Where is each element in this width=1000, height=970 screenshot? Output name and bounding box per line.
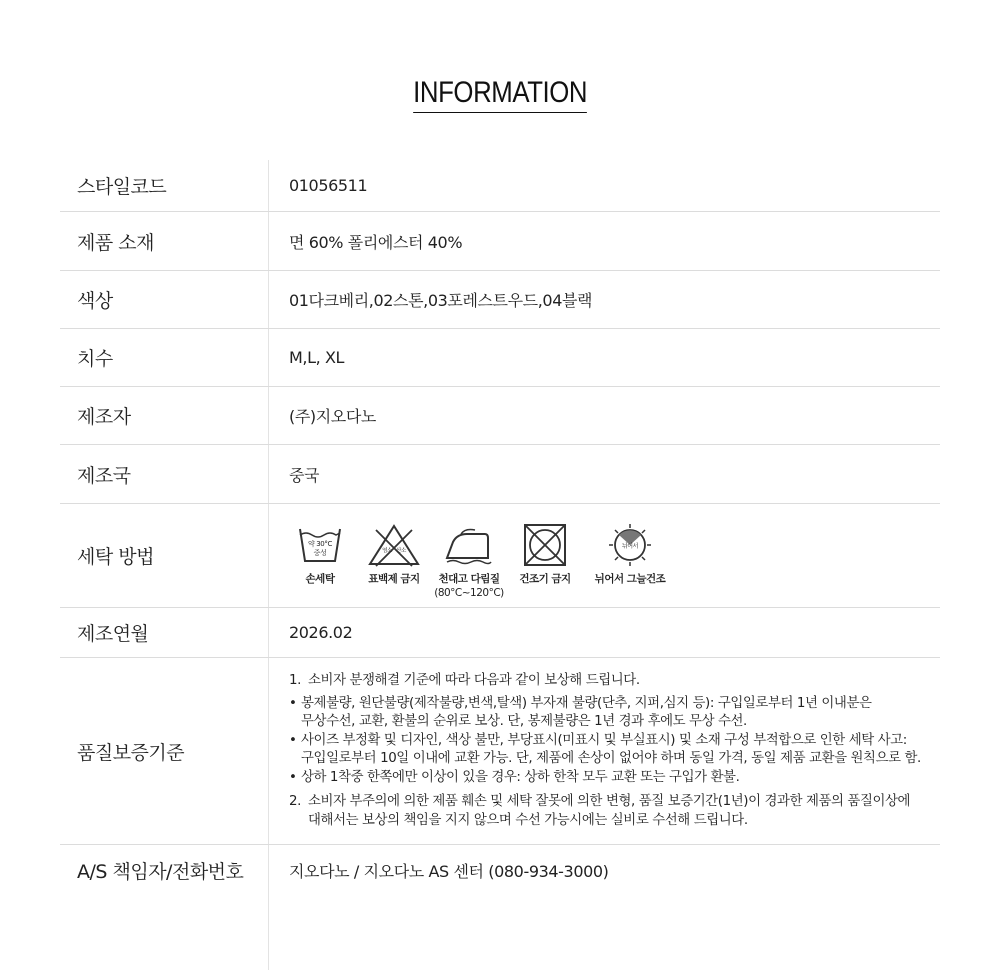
care-label: 뉘어서 그늘건조 bbox=[594, 573, 666, 585]
quality-text-line: 대해서는 보상의 책임을 지지 않으며 수선 가능시에는 실비로 수선해 드립니다. bbox=[308, 812, 748, 828]
row-value: 01056511 bbox=[289, 176, 368, 195]
table-row-manufacturer bbox=[60, 387, 940, 445]
care-sub-label: (80°C~120°C) bbox=[434, 587, 504, 599]
quality-item-1 bbox=[289, 672, 640, 691]
row-value: M,L, XL bbox=[289, 348, 345, 367]
table-row-quality bbox=[60, 658, 940, 845]
quality-text-line: 소비자 분쟁해결 기준에 따라 다음과 같이 보상해 드립니다. bbox=[308, 673, 640, 688]
quality-bullet bbox=[289, 695, 872, 714]
table-row-washing bbox=[60, 504, 940, 608]
care-item-hand-wash bbox=[280, 520, 360, 586]
care-label: 표백제 금지 bbox=[368, 573, 420, 585]
quality-bullet bbox=[289, 732, 907, 751]
svg-text:산소: 산소 bbox=[396, 548, 406, 554]
quality-text bbox=[268, 658, 940, 844]
row-label: 스타일코드 bbox=[77, 176, 167, 198]
row-label: 치수 bbox=[77, 348, 113, 370]
quality-item-2 bbox=[289, 793, 910, 812]
row-label: 제품 소재 bbox=[77, 231, 154, 254]
row-label: A/S 책임자/전화번호 bbox=[77, 860, 244, 883]
table-row-material bbox=[60, 212, 940, 271]
quality-text-line: 상하 1착중 한쪽에만 이상이 있을 경우: 상하 한착 모두 교환 또는 구입가 환불. bbox=[301, 769, 740, 785]
care-label: 건조기 금지 bbox=[519, 573, 571, 585]
title-wrap bbox=[0, 76, 1000, 113]
table-row-style-code bbox=[60, 160, 940, 212]
row-value: 01다크베리,02스톤,03포레스트우드,04블랙 bbox=[289, 291, 593, 310]
list-number: 1. bbox=[289, 673, 301, 688]
table-row-manufacture-date bbox=[60, 608, 940, 658]
care-label: 천대고 다림질 bbox=[438, 573, 500, 585]
table-row-size bbox=[60, 329, 940, 387]
row-value: 중국 bbox=[289, 465, 320, 485]
svg-text:염소: 염소 bbox=[382, 548, 392, 554]
flat-dry-shade-icon bbox=[600, 520, 660, 570]
quality-text-line: 사이즈 부정확 및 디자인, 색상 불만, 부당표시(미표시 및 부실표시) 및 소재 구성 부적합으로 인한 세탁 사고: bbox=[301, 732, 907, 748]
bullet-dot: • bbox=[289, 769, 297, 785]
page-title: INFORMATION bbox=[413, 76, 587, 113]
table-row-color bbox=[60, 271, 940, 329]
quality-text-line: 소비자 부주의에 의한 제품 훼손 및 세탁 잘못에 의한 변형, 품질 보증기간(1년)이 경과한 제품의 품질이상에 bbox=[308, 794, 911, 809]
table-row-country bbox=[60, 445, 940, 504]
care-label: 손세탁 bbox=[305, 573, 335, 585]
care-icon-list bbox=[280, 520, 682, 600]
row-value: 면 60% 폴리에스터 40% bbox=[289, 232, 463, 252]
washing-icons bbox=[268, 504, 940, 607]
iron-cloth-icon bbox=[439, 520, 499, 570]
svg-text:중성: 중성 bbox=[313, 549, 327, 557]
row-label: 제조연월 bbox=[77, 623, 149, 645]
row-value: (주)지오다노 bbox=[289, 407, 376, 426]
bullet-dot: • bbox=[289, 732, 297, 748]
quality-bullet bbox=[289, 769, 739, 788]
quality-text-line: 무상수선, 교환, 환불의 순위로 보상. 단, 봉제불량은 1년 경과 후에도 무상 수선. bbox=[301, 714, 747, 729]
bullet-dot: • bbox=[289, 695, 297, 711]
care-item-flat-dry bbox=[580, 520, 680, 586]
care-item-no-dryer bbox=[512, 520, 578, 586]
product-info-table bbox=[60, 160, 940, 895]
hand-wash-icon bbox=[290, 520, 350, 570]
quality-text-line: 봉제불량, 원단불량(제작불량,변색,탈색) 부자재 불량(단추, 지퍼,심지 등): 구입일로부터 1년 이내분은 bbox=[301, 695, 872, 711]
table-row-as-contact bbox=[60, 845, 940, 895]
no-bleach-icon bbox=[364, 520, 424, 570]
row-label: 품질보증기준 bbox=[77, 741, 185, 764]
row-value: 2026.02 bbox=[289, 623, 353, 642]
care-item-no-bleach bbox=[362, 520, 426, 586]
row-label: 제조국 bbox=[77, 464, 131, 487]
svg-text:약 30°C: 약 30°C bbox=[308, 540, 332, 548]
care-item-iron bbox=[428, 520, 510, 600]
list-number: 2. bbox=[289, 794, 301, 809]
row-value: 지오다노 / 지오다노 AS 센터 (080-934-3000) bbox=[289, 861, 609, 881]
row-label: 세탁 방법 bbox=[77, 546, 154, 568]
row-label: 제조자 bbox=[77, 406, 131, 428]
no-tumble-dry-icon bbox=[515, 520, 575, 570]
quality-text-line: 구입일로부터 10일 이내에 교환 가능. 단, 제품에 손상이 없어야 하며 동일 가격, 동일 제품 교환을 원칙으로 함. bbox=[301, 751, 921, 766]
row-label: 색상 bbox=[77, 290, 113, 312]
svg-text:뉘어서: 뉘어서 bbox=[621, 543, 639, 550]
